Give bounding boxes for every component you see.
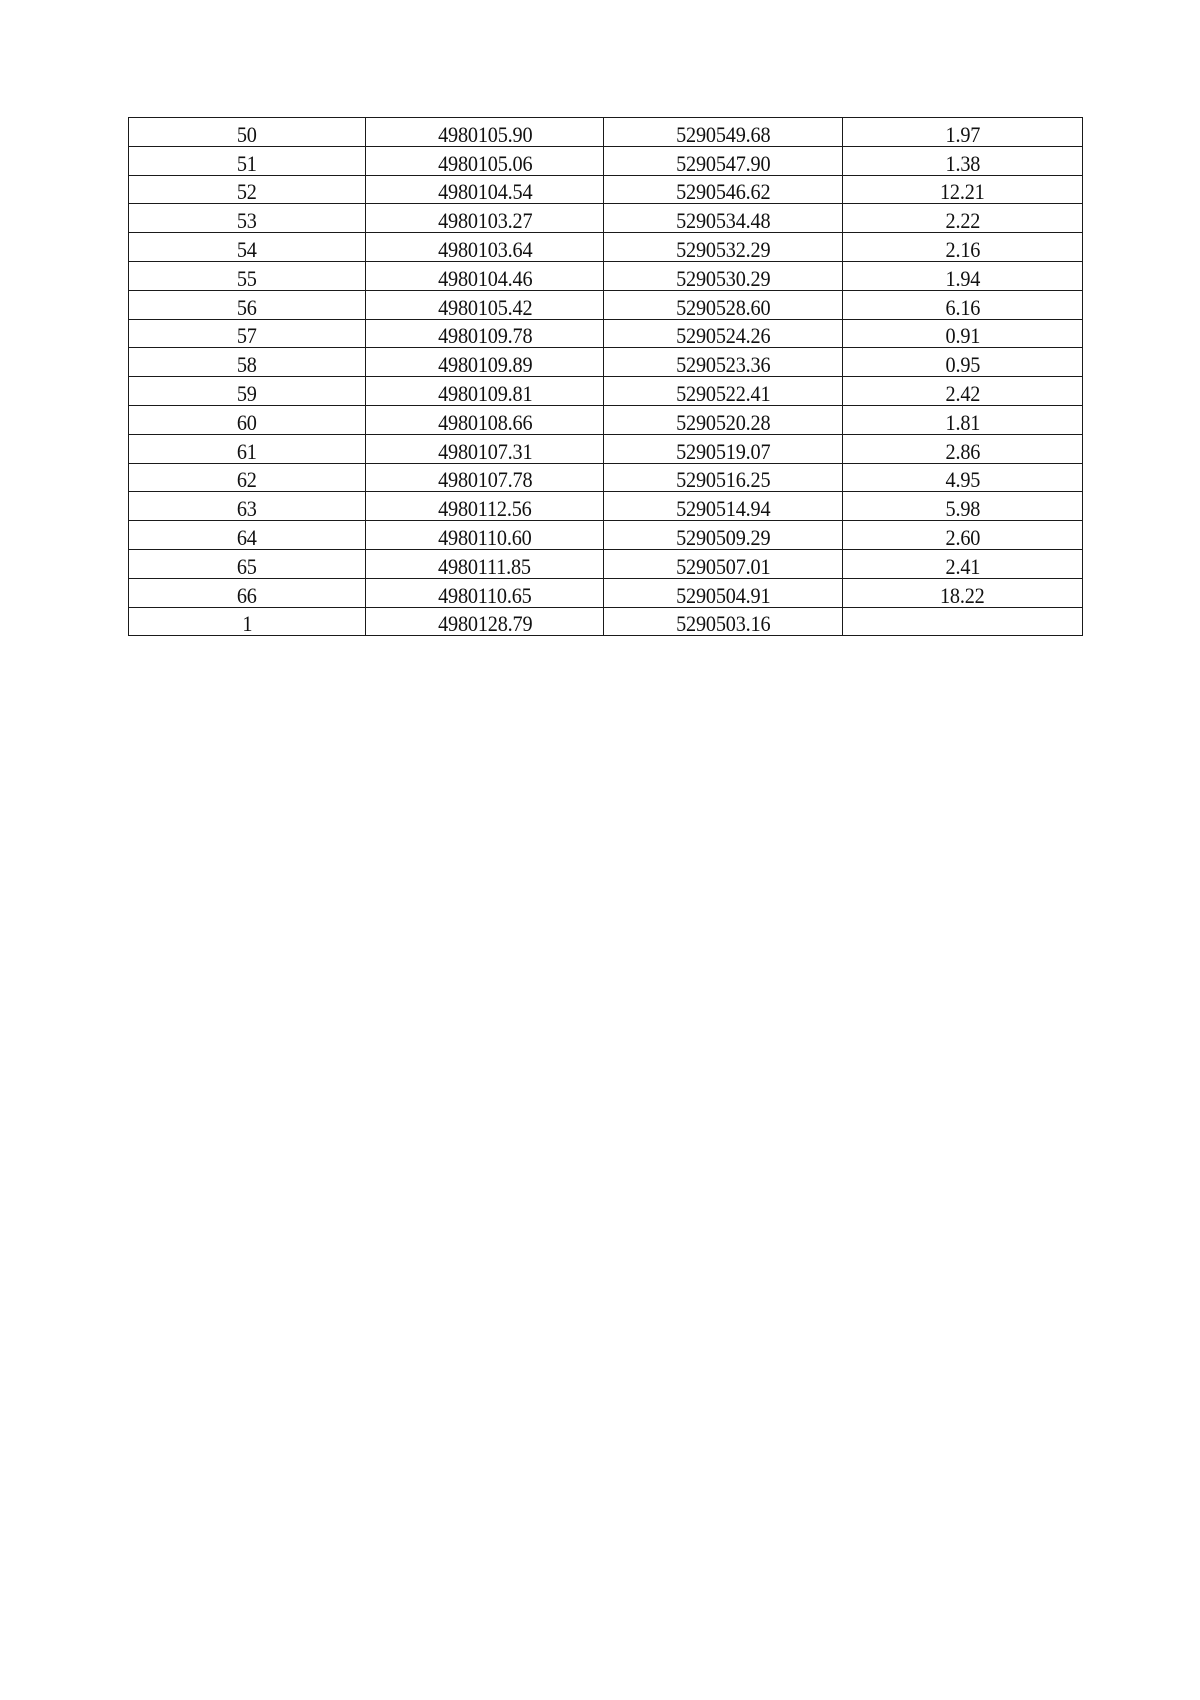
x-coordinate-cell-text: 4980109.81 bbox=[437, 380, 533, 406]
table-row bbox=[129, 233, 1083, 262]
y-coordinate-cell-text: 5290532.29 bbox=[675, 236, 771, 262]
point-number-cell bbox=[129, 118, 366, 147]
y-coordinate-cell-text: 5290547.90 bbox=[675, 150, 771, 176]
point-number-cell bbox=[129, 463, 366, 492]
point-number-cell bbox=[129, 319, 366, 348]
distance-cell bbox=[842, 463, 1082, 492]
y-coordinate-cell bbox=[604, 405, 842, 434]
point-number-cell-text: 65 bbox=[237, 553, 258, 579]
point-number-cell-text: 63 bbox=[237, 496, 258, 522]
distance-cell bbox=[842, 549, 1082, 578]
distance-cell-text: 1.97 bbox=[945, 121, 980, 147]
distance-cell-text: 2.42 bbox=[945, 380, 980, 406]
distance-cell bbox=[842, 492, 1082, 521]
distance-cell bbox=[842, 261, 1082, 290]
distance-cell-text: 5.98 bbox=[945, 496, 980, 522]
x-coordinate-cell-text: 4980128.79 bbox=[437, 611, 533, 637]
coordinates-table-body bbox=[129, 118, 1083, 636]
distance-cell bbox=[842, 118, 1082, 147]
x-coordinate-cell bbox=[366, 405, 604, 434]
point-number-cell-text: 52 bbox=[237, 179, 258, 205]
point-number-cell bbox=[129, 607, 366, 636]
point-number-cell bbox=[129, 549, 366, 578]
x-coordinate-cell-text: 4980107.78 bbox=[437, 467, 533, 493]
y-coordinate-cell-text: 5290514.94 bbox=[675, 496, 771, 522]
table-row bbox=[129, 261, 1083, 290]
y-coordinate-cell-text: 5290503.16 bbox=[675, 611, 771, 637]
distance-cell-text: 2.22 bbox=[945, 208, 980, 234]
y-coordinate-cell bbox=[604, 463, 842, 492]
y-coordinate-cell-text: 5290549.68 bbox=[675, 121, 771, 147]
distance-cell-text: 0.95 bbox=[945, 352, 980, 378]
y-coordinate-cell bbox=[604, 521, 842, 550]
point-number-cell-text: 66 bbox=[237, 582, 258, 608]
x-coordinate-cell bbox=[366, 233, 604, 262]
x-coordinate-cell bbox=[366, 319, 604, 348]
distance-cell bbox=[842, 319, 1082, 348]
table-row bbox=[129, 146, 1083, 175]
point-number-cell-text: 58 bbox=[237, 352, 258, 378]
point-number-cell bbox=[129, 521, 366, 550]
x-coordinate-cell bbox=[366, 578, 604, 607]
y-coordinate-cell-text: 5290530.29 bbox=[675, 265, 771, 291]
y-coordinate-cell-text: 5290534.48 bbox=[675, 208, 771, 234]
point-number-cell-text: 57 bbox=[237, 323, 258, 349]
point-number-cell-text: 62 bbox=[237, 467, 258, 493]
x-coordinate-cell bbox=[366, 492, 604, 521]
table-row bbox=[129, 463, 1083, 492]
y-coordinate-cell-text: 5290507.01 bbox=[675, 553, 771, 579]
y-coordinate-cell bbox=[604, 434, 842, 463]
x-coordinate-cell bbox=[366, 348, 604, 377]
x-coordinate-cell-text: 4980103.64 bbox=[437, 236, 533, 262]
y-coordinate-cell bbox=[604, 146, 842, 175]
distance-cell-text: 2.41 bbox=[945, 553, 980, 579]
y-coordinate-cell-text: 5290523.36 bbox=[675, 352, 771, 378]
x-coordinate-cell-text: 4980104.54 bbox=[437, 179, 533, 205]
point-number-cell bbox=[129, 377, 366, 406]
table-row bbox=[129, 290, 1083, 319]
point-number-cell bbox=[129, 290, 366, 319]
table-row bbox=[129, 521, 1083, 550]
point-number-cell bbox=[129, 492, 366, 521]
x-coordinate-cell-text: 4980103.27 bbox=[437, 208, 533, 234]
x-coordinate-cell-text: 4980109.89 bbox=[437, 352, 533, 378]
distance-cell-text: 1.81 bbox=[945, 409, 980, 435]
point-number-cell-text: 64 bbox=[237, 524, 258, 550]
x-coordinate-cell bbox=[366, 204, 604, 233]
table-row bbox=[129, 607, 1083, 636]
x-coordinate-cell bbox=[366, 463, 604, 492]
x-coordinate-cell bbox=[366, 434, 604, 463]
distance-cell-text: 12.21 bbox=[940, 179, 985, 205]
distance-cell-text: 2.16 bbox=[945, 236, 980, 262]
point-number-cell-text: 54 bbox=[237, 236, 258, 262]
y-coordinate-cell bbox=[604, 290, 842, 319]
distance-cell-text: 18.22 bbox=[940, 582, 985, 608]
distance-cell bbox=[842, 146, 1082, 175]
table-row bbox=[129, 118, 1083, 147]
distance-cell bbox=[842, 348, 1082, 377]
point-number-cell-text: 50 bbox=[237, 121, 258, 147]
table-row bbox=[129, 405, 1083, 434]
point-number-cell-text: 59 bbox=[237, 380, 258, 406]
y-coordinate-cell bbox=[604, 377, 842, 406]
y-coordinate-cell-text: 5290516.25 bbox=[675, 467, 771, 493]
distance-cell-text: 1.38 bbox=[945, 150, 980, 176]
x-coordinate-cell bbox=[366, 175, 604, 204]
distance-cell bbox=[842, 233, 1082, 262]
point-number-cell bbox=[129, 434, 366, 463]
point-number-cell bbox=[129, 204, 366, 233]
distance-cell bbox=[842, 578, 1082, 607]
table-row bbox=[129, 434, 1083, 463]
y-coordinate-cell-text: 5290519.07 bbox=[675, 438, 771, 464]
x-coordinate-cell-text: 4980109.78 bbox=[437, 323, 533, 349]
x-coordinate-cell bbox=[366, 146, 604, 175]
y-coordinate-cell bbox=[604, 319, 842, 348]
y-coordinate-cell bbox=[604, 261, 842, 290]
y-coordinate-cell-text: 5290522.41 bbox=[675, 380, 771, 406]
x-coordinate-cell-text: 4980111.85 bbox=[438, 553, 532, 579]
distance-cell bbox=[842, 607, 1082, 636]
point-number-cell bbox=[129, 261, 366, 290]
distance-cell-text: 2.86 bbox=[945, 438, 980, 464]
distance-cell bbox=[842, 290, 1082, 319]
distance-cell-text: 4.95 bbox=[945, 467, 980, 493]
distance-cell bbox=[842, 521, 1082, 550]
table-row bbox=[129, 204, 1083, 233]
y-coordinate-cell-text: 5290546.62 bbox=[675, 179, 771, 205]
x-coordinate-cell-text: 4980107.31 bbox=[437, 438, 533, 464]
distance-cell-text: 0.91 bbox=[945, 323, 980, 349]
x-coordinate-cell bbox=[366, 118, 604, 147]
y-coordinate-cell-text: 5290504.91 bbox=[675, 582, 771, 608]
distance-cell bbox=[842, 434, 1082, 463]
x-coordinate-cell bbox=[366, 377, 604, 406]
distance-cell-text: 6.16 bbox=[945, 294, 980, 320]
point-number-cell-text: 55 bbox=[237, 265, 258, 291]
y-coordinate-cell bbox=[604, 607, 842, 636]
y-coordinate-cell bbox=[604, 492, 842, 521]
point-number-cell bbox=[129, 578, 366, 607]
point-number-cell bbox=[129, 405, 366, 434]
y-coordinate-cell bbox=[604, 578, 842, 607]
y-coordinate-cell-text: 5290524.26 bbox=[675, 323, 771, 349]
distance-cell-text: 2.60 bbox=[945, 524, 980, 550]
x-coordinate-cell bbox=[366, 261, 604, 290]
x-coordinate-cell-text: 4980110.60 bbox=[438, 524, 532, 550]
point-number-cell-text: 56 bbox=[237, 294, 258, 320]
table-row bbox=[129, 549, 1083, 578]
x-coordinate-cell bbox=[366, 607, 604, 636]
distance-cell bbox=[842, 204, 1082, 233]
y-coordinate-cell-text: 5290520.28 bbox=[675, 409, 771, 435]
y-coordinate-cell-text: 5290528.60 bbox=[675, 294, 771, 320]
point-number-cell-text: 53 bbox=[237, 208, 258, 234]
x-coordinate-cell-text: 4980104.46 bbox=[437, 265, 533, 291]
y-coordinate-cell bbox=[604, 348, 842, 377]
table-row bbox=[129, 175, 1083, 204]
x-coordinate-cell bbox=[366, 549, 604, 578]
point-number-cell-text: 51 bbox=[237, 150, 258, 176]
distance-cell-text: 1.94 bbox=[945, 265, 980, 291]
y-coordinate-cell-text: 5290509.29 bbox=[675, 524, 771, 550]
distance-cell bbox=[842, 377, 1082, 406]
point-number-cell-text: 60 bbox=[237, 409, 258, 435]
table-row bbox=[129, 492, 1083, 521]
coordinates-table bbox=[128, 117, 1083, 636]
y-coordinate-cell bbox=[604, 549, 842, 578]
table-row bbox=[129, 348, 1083, 377]
x-coordinate-cell-text: 4980105.42 bbox=[437, 294, 533, 320]
point-number-cell bbox=[129, 175, 366, 204]
point-number-cell bbox=[129, 233, 366, 262]
y-coordinate-cell bbox=[604, 118, 842, 147]
x-coordinate-cell-text: 4980112.56 bbox=[438, 496, 532, 522]
x-coordinate-cell-text: 4980110.65 bbox=[438, 582, 532, 608]
table-row bbox=[129, 578, 1083, 607]
point-number-cell-text: 1 bbox=[242, 611, 253, 637]
distance-cell bbox=[842, 175, 1082, 204]
point-number-cell-text: 61 bbox=[237, 438, 258, 464]
y-coordinate-cell bbox=[604, 233, 842, 262]
point-number-cell bbox=[129, 146, 366, 175]
distance-cell bbox=[842, 405, 1082, 434]
table-row bbox=[129, 319, 1083, 348]
table-row bbox=[129, 377, 1083, 406]
x-coordinate-cell bbox=[366, 521, 604, 550]
x-coordinate-cell-text: 4980105.06 bbox=[437, 150, 533, 176]
x-coordinate-cell bbox=[366, 290, 604, 319]
y-coordinate-cell bbox=[604, 175, 842, 204]
y-coordinate-cell bbox=[604, 204, 842, 233]
point-number-cell bbox=[129, 348, 366, 377]
x-coordinate-cell-text: 4980105.90 bbox=[437, 121, 533, 147]
x-coordinate-cell-text: 4980108.66 bbox=[437, 409, 533, 435]
